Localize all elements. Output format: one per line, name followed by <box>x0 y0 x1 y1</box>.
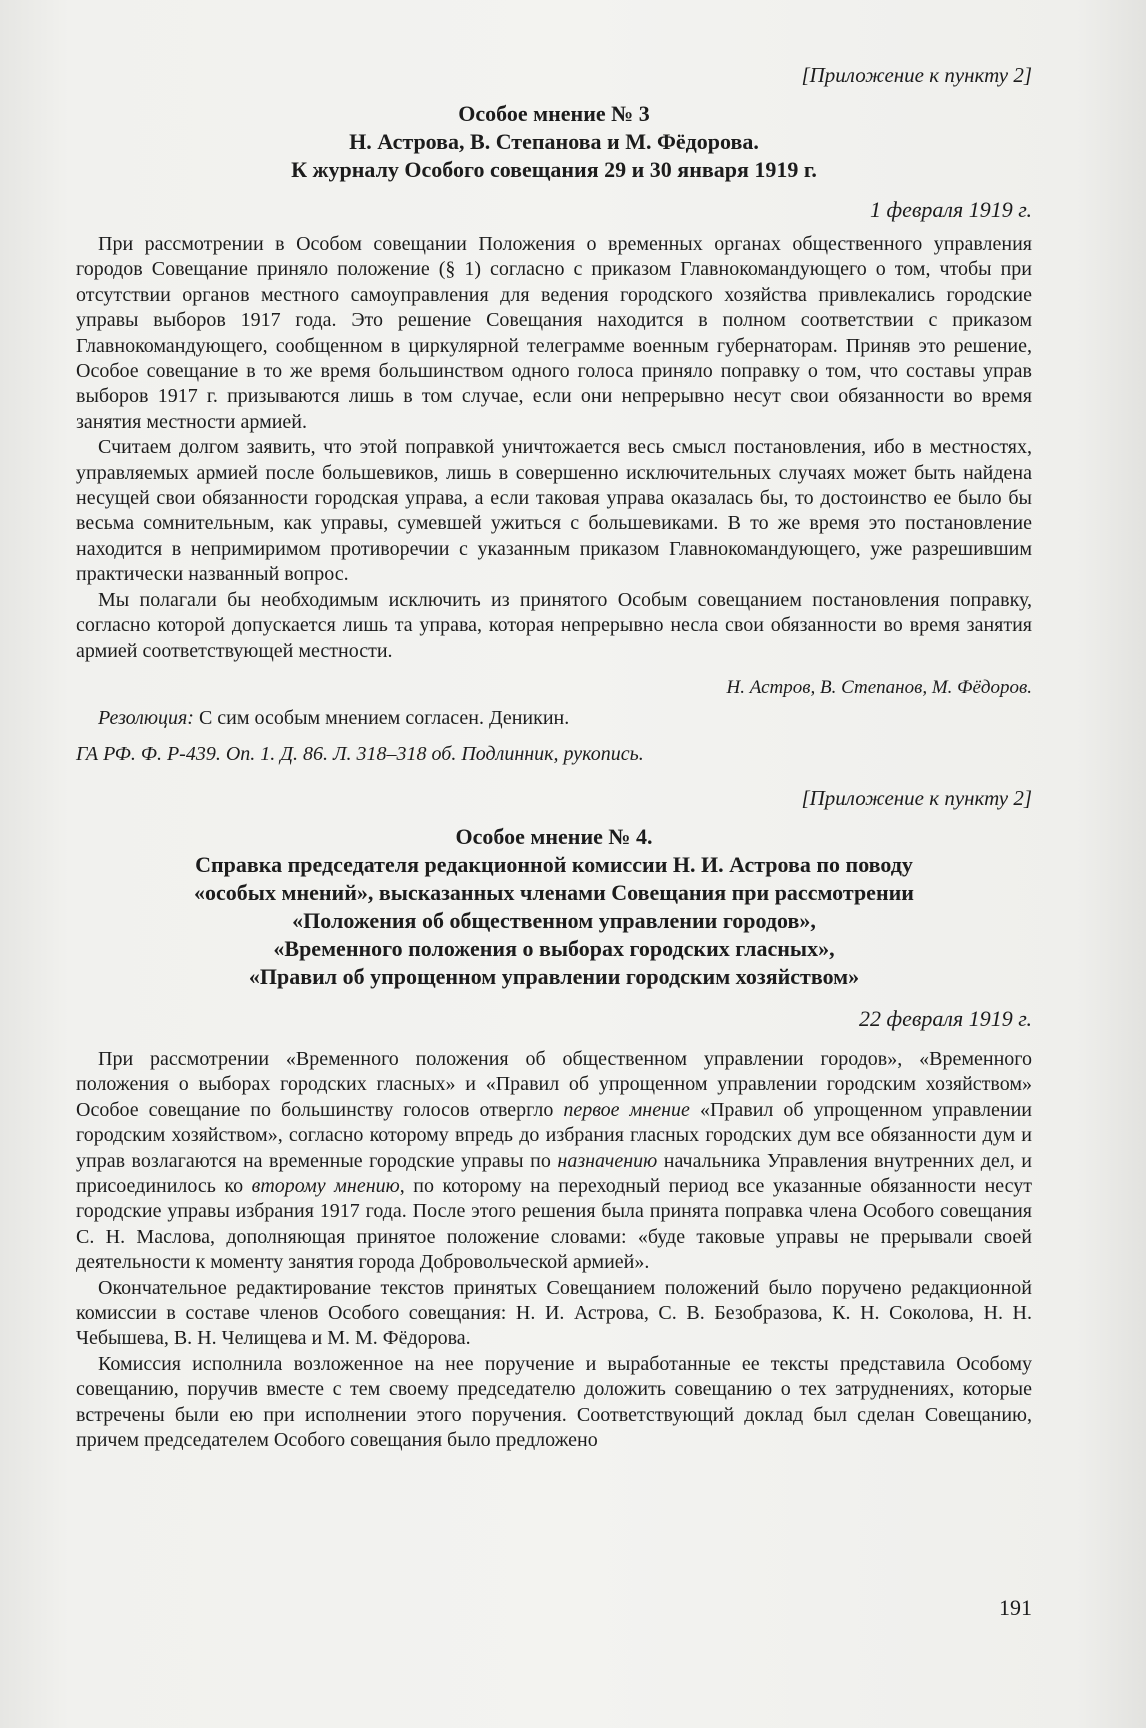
heading-line: Справка председателя редакционной комиссии Н. И. Астрова по поводу <box>195 851 913 877</box>
archive-reference: ГА РФ. Ф. Р-439. Оп. 1. Д. 86. Л. 318–318 об. Подлинник, рукопись. <box>76 742 644 765</box>
resolution-label: Резолюция: <box>98 706 194 729</box>
paragraph: При рассмотрении в Особом совещании Положения о временных органах общественного управления городов Совещание приняло положение (§ 1) согласно с приказом Главнокомандующего о том, чтобы при отсутствии органов местного самоуправления для ведения городского хозяйства привлекались городские управы выборов 1917 года. Это решение Совещания находится в полном соответствии с приказом Главнокомандующего, сообщенном в циркулярной телеграмме военным губернаторам. Приняв это решение, Особое совещание в то же время большинством одного голоса приняло поправку о том, что составы управ выборов 1917 г. призываются лишь в том случае, если они непрерывно несут свои обязанности во время занятия местности армией. <box>76 233 1032 433</box>
opinion-title: Особое мнение № 3 <box>458 101 650 126</box>
paragraph: Мы полагали бы необходимым исключить из принятого Особым совещанием постановления поправку, согласно которой допускается лишь та управа, которая непрерывно несла свои обязанности во время занятия армией соответствующей местности. <box>76 588 1032 662</box>
paragraph: Комиссия исполнила возложенное на нее поручение и выработанные ее тексты представила Особому совещанию, поручив вместе с тем своему председателю доложить совещанию о тех затруднениях, которые встречены были ею при исполнении этого поручения. Соответствующий доклад был сделан Совещанию, причем председателем Особого совещания было предложено <box>76 1352 1032 1451</box>
page-number: 191 <box>999 1595 1032 1620</box>
opinion-4-section <box>76 785 1032 1454</box>
paragraph: Считаем долгом заявить, что этой поправкой уничтожается весь смысл постановления, ибо в местностях, управляемых армией после большевиков, лишь в совершенно исключительных случаях может быть найдена несущей свои обязанности городская управа, а если таковая управа оказалась бы, то достоинство ее было бы весьма сомнительным, как управы, сумевшей ужиться с большевиками. В то же время это постановление находится в непримиримом противоречии с указанным приказом Главнокомандующего, уже разрешившим практически названный вопрос. <box>76 436 1032 586</box>
opinion-3-section <box>76 62 1032 767</box>
heading-line: «Положения об общественном управлении городов», <box>292 907 816 933</box>
heading-line: «особых мнений», высказанных членами Совещания при рассмотрении <box>194 879 914 905</box>
appendix-note: [Приложение к пункту 2] <box>801 785 1032 810</box>
opinion-title: Особое мнение № 4. <box>455 823 653 849</box>
paragraph: Окончательное редактирование текстов принятых Совещанием положений было поручено редакционной комиссии в составе членов Особого совещания: Н. И. Астрова, С. В. Безобразова, К. Н. Соколова, Н. Н. Чебышева, В. Н. Челищева и М. М. Фёдорова. <box>76 1276 1032 1350</box>
document-date: 22 февраля 1919 г. <box>858 1005 1032 1031</box>
resolution-text: С сим особым мнением согласен. Деникин. <box>193 706 570 729</box>
signature: Н. Астров, В. Степанов, М. Фёдоров. <box>726 676 1032 698</box>
opinion-authors: Н. Астрова, В. Степанова и М. Фёдорова. <box>349 129 759 154</box>
heading-line: «Правил об упрощенном управлении городским хозяйством» <box>248 963 860 989</box>
heading-line: «Временного положения о выборах городских гласных», <box>273 935 835 961</box>
resolution <box>76 706 1032 731</box>
appendix-note: [Приложение к пункту 2] <box>801 63 1032 87</box>
paragraph: При рассмотрении «Временного положения об общественном управлении городов», «Временного положения о выборах городских гласных» и «Правил об упрощенном управлении городским хозяйством» Особое совещание по большинству голосов отвергло первое мнение «Правил об упрощенном управлении городским хозяйством», согласно которому впредь до избрания гласных городских дум все обязанности дум и управ возлагаются на временные городские управы по назначению начальника Управления внутренних дел, и присоединилось ко второму мнению, по которому на переходный период все указанные обязанности несут городские управы избрания 1917 года. После этого решения была принята поправка члена Особого совещания С. Н. Маслова, дополняющая принятое положение словами: «буде таковые управы не прерывали своей деятельности к моменту занятия города Добровольческой армией». <box>76 1047 1033 1274</box>
document-date: 1 февраля 1919 г. <box>869 197 1032 222</box>
journal-reference: К журналу Особого совещания 29 и 30 января 1919 г. <box>291 157 817 182</box>
